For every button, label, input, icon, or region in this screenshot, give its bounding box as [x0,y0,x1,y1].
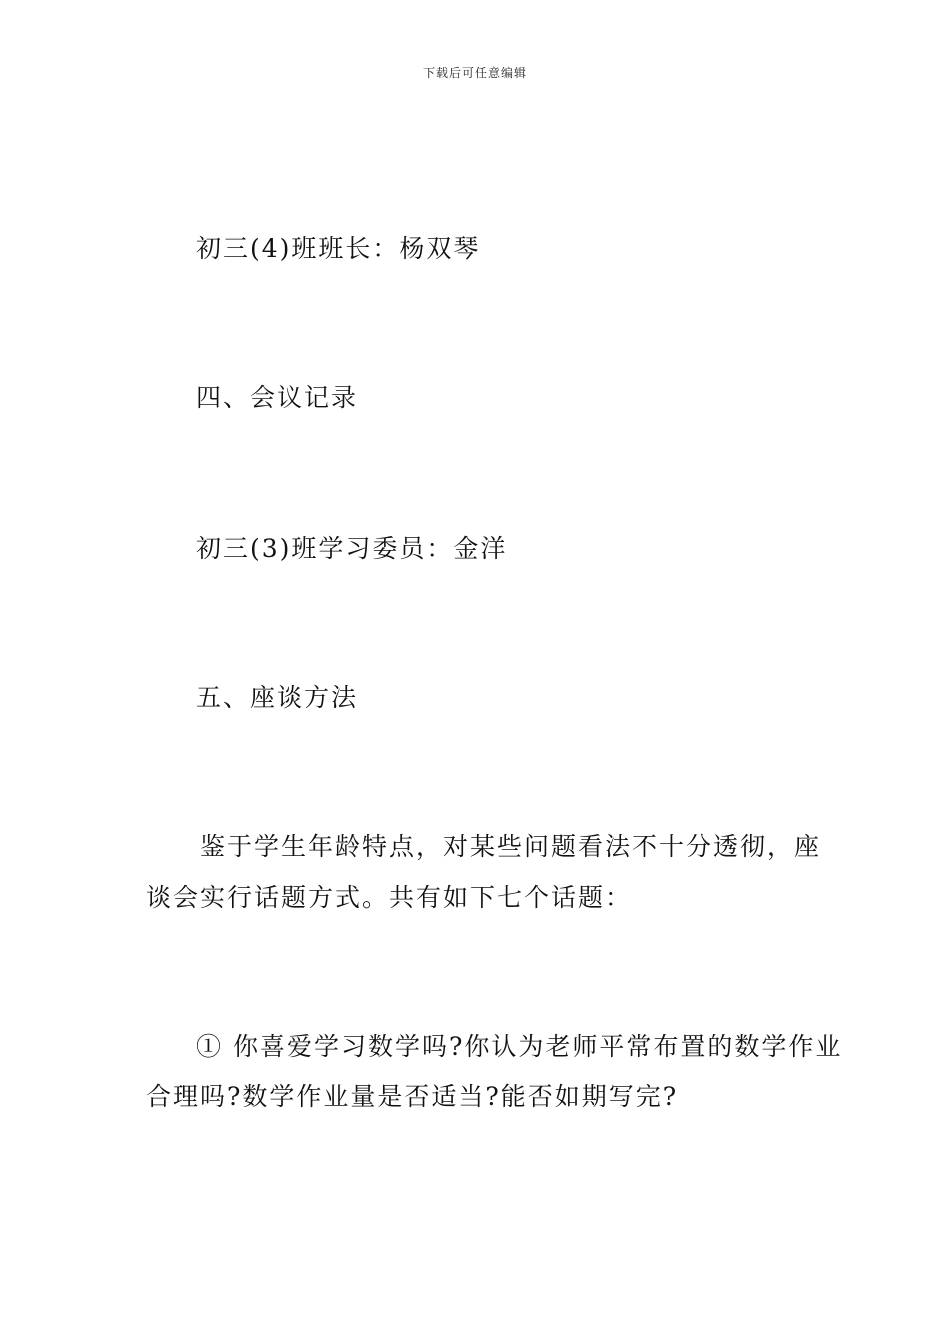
section-heading-meeting-record: 四、会议记录 [196,383,359,412]
paragraph-intro-line-2: 谈会实行话题方式。共有如下七个话题： [146,883,633,912]
section-heading-discussion-method: 五、座谈方法 [196,683,359,712]
topic-1-line-1: ① 你喜爱学习数学吗?你认为老师平常布置的数学作业 [196,1032,843,1061]
study-committee-member-line: 初三(3)班学习委员：金洋 [196,534,508,563]
class-monitor-line: 初三(4)班班长：杨双琴 [196,234,481,263]
topic-1-line-2: 合理吗?数学作业量是否适当?能否如期写完? [146,1082,679,1111]
page-header: 下载后可任意编辑 [422,66,527,80]
paragraph-intro-line-1: 鉴于学生年龄特点，对某些问题看法不十分透彻，座 [200,832,822,861]
